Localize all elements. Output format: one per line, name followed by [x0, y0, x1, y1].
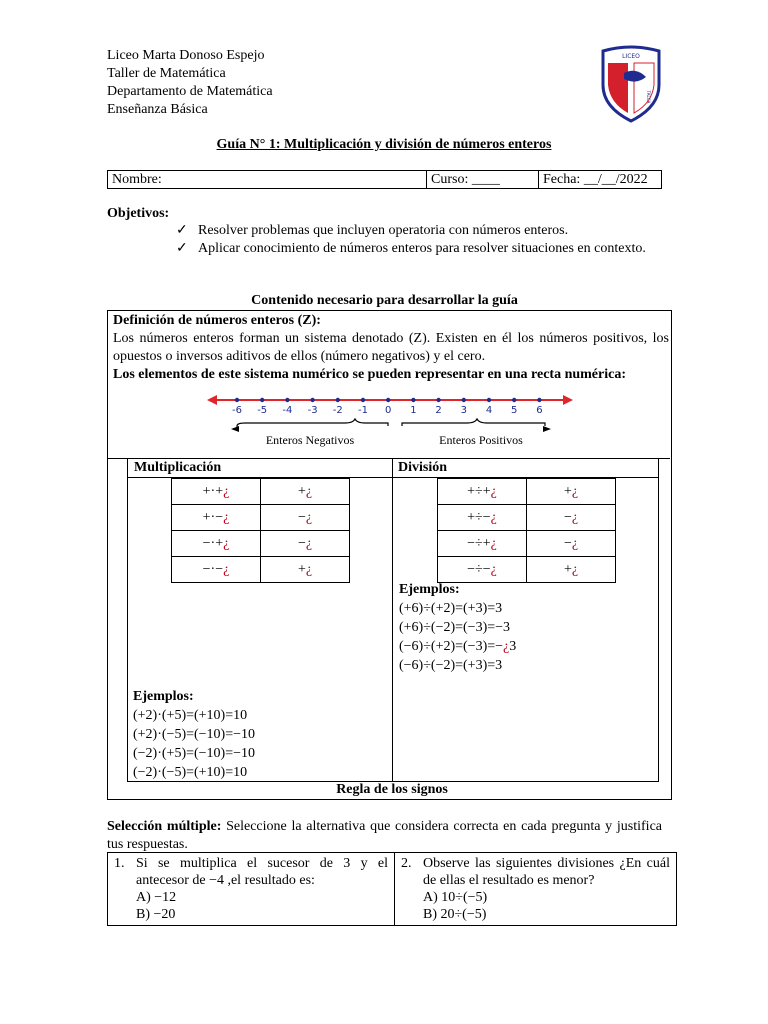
- positives-label: Enteros Positivos: [439, 433, 523, 447]
- definition-symbol: (Z):: [297, 313, 321, 328]
- number-line-tick: [411, 398, 415, 402]
- number-line-tick-label: -1: [358, 405, 368, 416]
- sign-row: +·−¿ −¿: [172, 505, 350, 531]
- option-b[interactable]: B) 20÷(−5): [423, 907, 487, 922]
- question-2: 2. Observe las siguientes divisiones ¿En cuál de ellas el resultado es menor? A) 10÷(−5) B) 20÷(−5): [395, 853, 677, 926]
- number-line-tick-label: -4: [282, 405, 293, 416]
- page-title: Guía N° 1: Multiplicación y división de números enteros: [216, 137, 552, 152]
- workshop-name: Taller de Matemática: [107, 66, 226, 81]
- number-line-tick-label: 4: [485, 405, 493, 416]
- examples-label: Ejemplos:: [133, 689, 194, 704]
- number-line-tick-label: -6: [232, 405, 242, 416]
- positives-arrow-icon: [543, 426, 551, 432]
- number-line-tick-label: 6: [536, 405, 543, 416]
- sign-row: −·−¿ +¿: [172, 557, 350, 583]
- left-arrow-icon: [207, 395, 217, 405]
- example-line: (+2)·(+5)=(+10)=10: [133, 708, 248, 723]
- checkmark-icon: ✓: [176, 241, 188, 256]
- multiplication-examples: [133, 687, 255, 782]
- school-name: Liceo Marta Donoso Espejo: [107, 48, 265, 63]
- number-line-tick: [260, 398, 264, 402]
- definition-block: [113, 312, 669, 384]
- number-line-tick-label: 3: [460, 405, 467, 416]
- number-line-tick-label: 1: [410, 405, 417, 416]
- question-1: 1. Si se multiplica el sucesor de 3 y el antecesor de −4 ,el resultado es: A) −12 B) −20: [108, 853, 395, 926]
- school-header: [107, 47, 273, 119]
- example-line: (+2)·(−5)=(−10)=−10: [133, 727, 256, 742]
- number-line-tick: [436, 398, 440, 402]
- date-field[interactable]: Fecha: __/__/2022: [539, 171, 662, 189]
- option-b[interactable]: B) −20: [136, 907, 176, 922]
- option-a[interactable]: A) 10÷(−5): [423, 890, 488, 905]
- multiplication-sign-table: [171, 478, 350, 583]
- example-line: (+6)÷(−2)=(−3)=−3: [399, 620, 511, 635]
- objective-item: ✓ Aplicar conocimiento de números enteros para resolver situaciones en contexto.: [176, 241, 646, 256]
- negatives-brace: [237, 419, 388, 429]
- sign-row: +·+¿ +¿: [172, 479, 350, 505]
- sign-row: −·+¿ −¿: [172, 531, 350, 557]
- example-line: (−6)÷(+2)=(−3)=−¿3: [399, 639, 517, 654]
- number-line-tick: [285, 398, 289, 402]
- definition-title: Definición de números enteros: [113, 313, 295, 328]
- logo-subtext: TALCA: [646, 90, 651, 104]
- number-line-tick-label: -2: [332, 405, 343, 416]
- number-line-tick: [235, 398, 239, 402]
- positives-brace: [402, 419, 545, 426]
- division-title: División: [398, 460, 448, 475]
- option-a[interactable]: A) −12: [136, 890, 177, 905]
- sign-row: +÷+¿ +¿: [438, 479, 616, 505]
- number-line: [205, 388, 575, 450]
- content-heading: Contenido necesario para desarrollar la guía: [251, 293, 518, 308]
- number-line-tick-label: -5: [257, 405, 268, 416]
- sign-row: −÷−¿ +¿: [438, 557, 616, 583]
- example-line: (−2)·(−5)=(+10)=10: [133, 765, 248, 780]
- number-line-tick: [487, 398, 491, 402]
- questions-table: [107, 852, 677, 926]
- selection-label: Selección múltiple:: [107, 819, 222, 834]
- number-line-tick: [361, 398, 365, 402]
- name-field[interactable]: Nombre:: [108, 171, 427, 189]
- example-line: (+6)÷(+2)=(+3)=3: [399, 601, 503, 616]
- student-info-table: [107, 170, 662, 189]
- number-line-tick: [462, 398, 466, 402]
- sign-row: +÷−¿ −¿: [438, 505, 616, 531]
- number-line-tick-label: -3: [307, 405, 318, 416]
- course-field[interactable]: Curso: ____: [427, 171, 539, 189]
- sign-row: −÷+¿ −¿: [438, 531, 616, 557]
- number-line-tick: [512, 398, 516, 402]
- number-line-tick-label: 2: [435, 405, 442, 416]
- objectives-list: [176, 222, 661, 258]
- right-arrow-icon: [563, 395, 573, 405]
- example-line: (−2)·(+5)=(−10)=−10: [133, 746, 256, 761]
- negatives-arrow-icon: [231, 426, 239, 432]
- department-name: Departamento de Matemática: [107, 84, 273, 99]
- number-line-tick-label: 5: [511, 405, 518, 416]
- definition-text: Los números enteros forman un sistema denotado (Z). Existen en él los números positivos, los opuestos o inversos aditivos de ellos (número negativos) y el cero.: [113, 331, 669, 364]
- number-line-tick-label: 0: [385, 405, 392, 416]
- example-line: (−6)÷(−2)=(+3)=3: [399, 658, 503, 673]
- selection-instructions: [107, 818, 662, 854]
- multiplication-title: Multiplicación: [134, 460, 222, 475]
- checkmark-icon: ✓: [176, 223, 188, 238]
- level-name: Enseñanza Básica: [107, 102, 208, 117]
- division-examples: [399, 580, 516, 675]
- number-line-tick: [336, 398, 340, 402]
- selection-text: Seleccione la alternativa que considera correcta en cada pregunta y justifica tus respuestas.: [107, 819, 662, 852]
- logo-text: LICEO: [622, 53, 640, 60]
- school-logo: [600, 45, 662, 123]
- number-line-tick: [537, 398, 541, 402]
- objectives-label: Objetivos:: [107, 206, 170, 221]
- number-line-tick: [310, 398, 314, 402]
- number-line-caption: Los elementos de este sistema numérico se pueden representar en una recta numérica:: [113, 367, 626, 382]
- objective-item: ✓ Resolver problemas que incluyen operatoria con números enteros.: [176, 223, 569, 238]
- examples-label: Ejemplos:: [399, 582, 460, 597]
- sign-rule-caption: Regla de los signos: [336, 782, 448, 797]
- column-divider: [392, 458, 393, 781]
- division-sign-table: [437, 478, 616, 583]
- number-line-tick: [386, 398, 390, 402]
- negatives-label: Enteros Negativos: [265, 433, 355, 447]
